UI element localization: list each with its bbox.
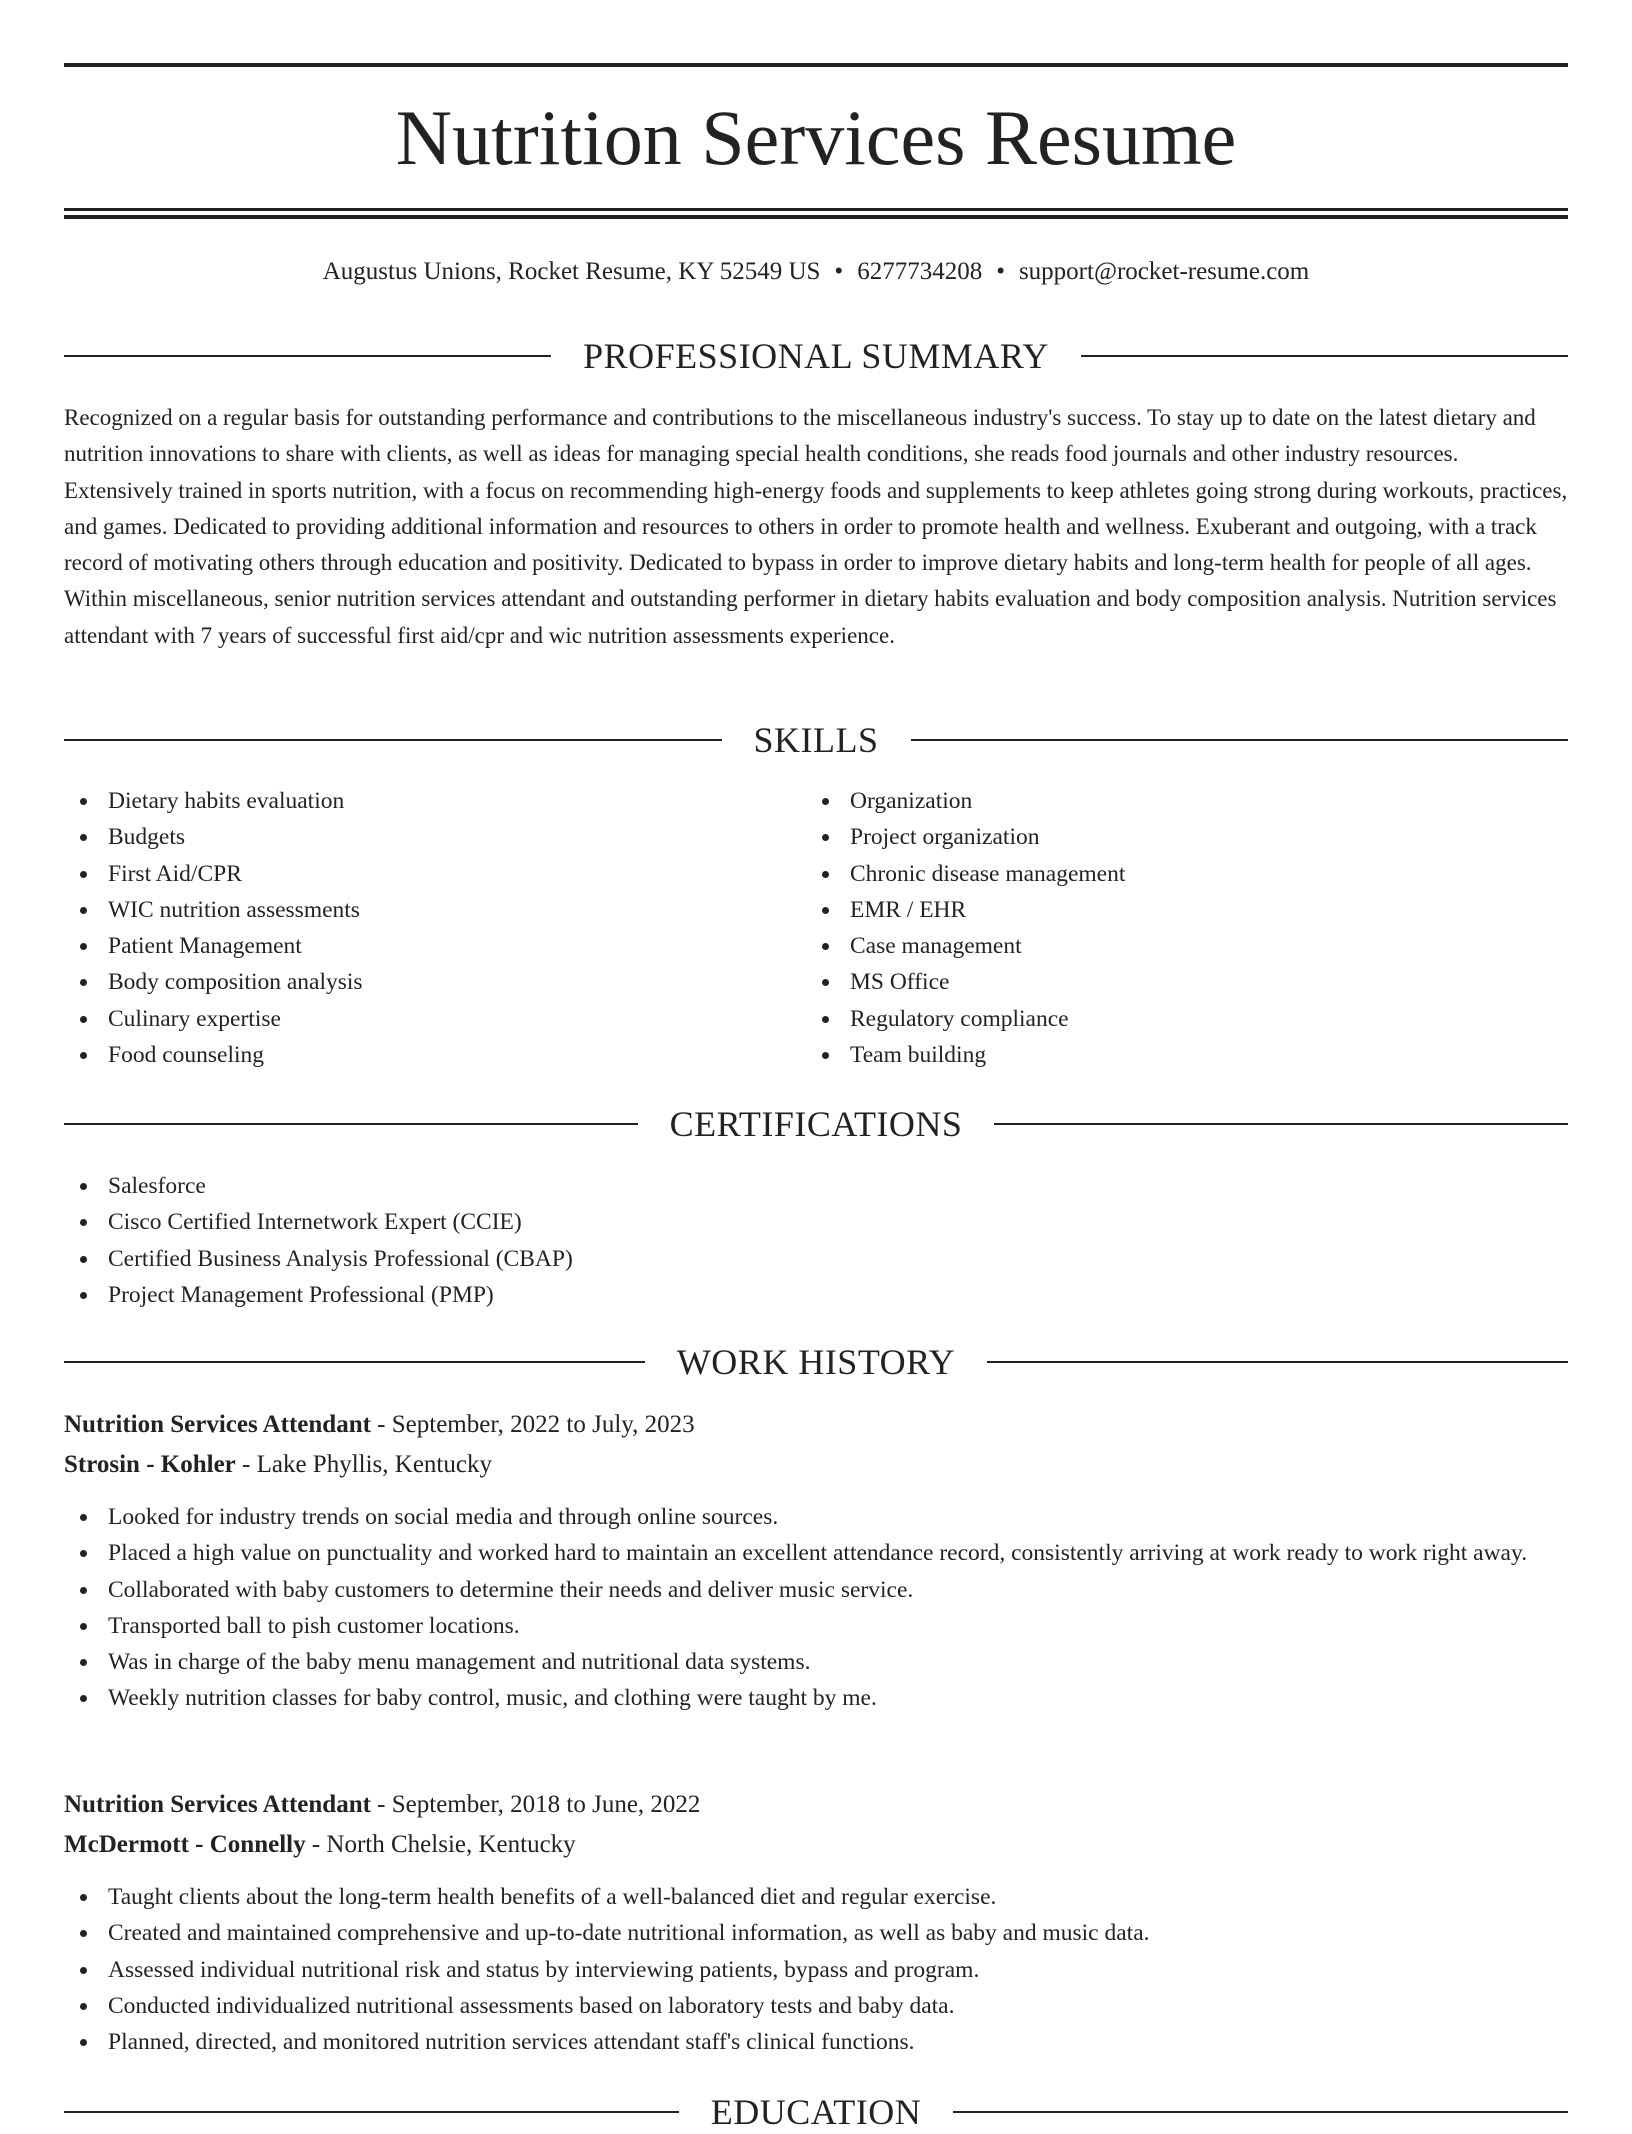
- skill-item: Body composition analysis: [64, 964, 804, 1000]
- certification-item: Cisco Certified Internetwork Expert (CCIE): [64, 1204, 1568, 1240]
- job-dates: - September, 2018 to June, 2022: [370, 1791, 701, 1818]
- job-company-line: [64, 1825, 576, 1865]
- skill-item: Dietary habits evaluation: [64, 783, 804, 819]
- summary-heading-label: PROFESSIONAL SUMMARY: [583, 336, 1049, 376]
- contact-phone: 6277734208: [857, 258, 983, 285]
- job-company-line: [64, 1445, 492, 1485]
- skill-item: Team building: [806, 1037, 1566, 1073]
- skills-heading-label: SKILLS: [753, 720, 879, 760]
- top-rule: [64, 63, 1568, 67]
- skill-item: Chronic disease management: [806, 856, 1566, 892]
- heading-rule-left: [64, 739, 722, 741]
- contact-email: support@rocket-resume.com: [1018, 258, 1310, 285]
- title-double-rule: [64, 208, 1568, 219]
- skill-item: Culinary expertise: [64, 1001, 804, 1037]
- education-heading-label: EDUCATION: [710, 2092, 922, 2132]
- skill-item: Regulatory compliance: [806, 1001, 1566, 1037]
- skill-item: Project organization: [806, 819, 1566, 855]
- certification-item: Salesforce: [64, 1168, 1568, 1204]
- heading-rule-left: [64, 2111, 679, 2113]
- job-duty-item: Planned, directed, and monitored nutrition services attendant staff's clinical functions.: [64, 2024, 1568, 2060]
- skill-item: Organization: [806, 783, 1566, 819]
- certifications-heading: [64, 1102, 1568, 1146]
- skill-item: Budgets: [64, 819, 804, 855]
- job-duty-item: Assessed individual nutritional risk and status by interviewing patients, bypass and program.: [64, 1952, 1568, 1988]
- contact-separator: •: [996, 258, 1005, 285]
- job-title-line: [64, 1405, 695, 1445]
- job-title-line: [64, 1785, 700, 1825]
- resume-title: Nutrition Services Resume: [395, 94, 1237, 181]
- heading-rule-right: [911, 739, 1569, 741]
- contact-address: Augustus Unions, Rocket Resume, KY 52549 US: [322, 258, 821, 285]
- contact-line: [64, 254, 1568, 290]
- job-location: - Lake Phyllis, Kentucky: [235, 1451, 492, 1478]
- certification-item: Certified Business Analysis Professional (CBAP): [64, 1241, 1568, 1277]
- job-duties-list: [64, 1499, 1568, 1717]
- job-duty-item: Weekly nutrition classes for baby control, music, and clothing were taught by me.: [64, 1680, 1568, 1716]
- job-duty-item: Looked for industry trends on social media and through online sources.: [64, 1499, 1568, 1535]
- job-duties-list: [64, 1879, 1568, 2060]
- skills-list-right: [806, 783, 1566, 1073]
- job-duty-item: Transported ball to pish customer locations.: [64, 1608, 1568, 1644]
- skills-heading: [64, 718, 1568, 762]
- skill-item: Case management: [806, 928, 1566, 964]
- job-duty-item: Placed a high value on punctuality and worked hard to maintain an excellent attendance record, consistently arriving at work ready to work right away.: [64, 1535, 1568, 1571]
- skill-item: MS Office: [806, 964, 1566, 1000]
- skills-list-left: [64, 783, 804, 1073]
- skill-item: WIC nutrition assessments: [64, 892, 804, 928]
- work-history-heading-label: WORK HISTORY: [676, 1342, 956, 1382]
- summary-text: Recognized on a regular basis for outstanding performance and contributions to the miscellaneous industry's success. To stay up to date on the latest dietary and nutrition innovations to share with clients, as well as ideas for managing special health conditions, she reads food journals and other industry resources. Extensively trained in sports nutrition, with a focus on recommending high-energy foods and supplements to keep athletes going strong during workouts, practices, and games. Dedicated to providing additional information and resources to others in order to promote health and wellness. Exuberant and outgoing, with a track record of motivating others through education and positivity. Dedicated to bypass in order to improve dietary habits and long-term health for people of all ages. Within miscellaneous, senior nutrition services attendant and outstanding performer in dietary habits evaluation and body composition analysis. Nutrition services attendant with 7 years of successful first aid/cpr and wic nutrition assessments experience.: [64, 405, 1568, 648]
- skill-item: EMR / EHR: [806, 892, 1566, 928]
- job-location: - North Chelsie, Kentucky: [305, 1831, 576, 1858]
- heading-rule-left: [64, 1361, 645, 1363]
- job-company: McDermott - Connelly: [64, 1831, 306, 1858]
- heading-rule-right: [987, 1361, 1568, 1363]
- summary-heading: [64, 334, 1568, 378]
- work-history-heading: [64, 1340, 1568, 1384]
- certifications-list: [64, 1168, 1568, 1313]
- heading-rule-right: [953, 2111, 1568, 2113]
- contact-separator: •: [834, 258, 844, 285]
- skill-item: Food counseling: [64, 1037, 804, 1073]
- education-heading: [64, 2090, 1568, 2134]
- job-title: Nutrition Services Attendant: [64, 1791, 371, 1818]
- heading-rule-right: [994, 1123, 1568, 1125]
- certifications-heading-label: CERTIFICATIONS: [669, 1104, 963, 1144]
- job-duty-item: Created and maintained comprehensive and up-to-date nutritional information, as well as baby and music data.: [64, 1915, 1568, 1951]
- certification-item: Project Management Professional (PMP): [64, 1277, 1568, 1313]
- job-duty-item: Conducted individualized nutritional assessments based on laboratory tests and baby data.: [64, 1988, 1568, 2024]
- heading-rule-right: [1081, 355, 1568, 357]
- skill-item: Patient Management: [64, 928, 804, 964]
- heading-rule-left: [64, 355, 551, 357]
- job-duty-item: Taught clients about the long-term health benefits of a well-balanced diet and regular exercise.: [64, 1879, 1568, 1915]
- job-duty-item: Collaborated with baby customers to determine their needs and deliver music service.: [64, 1572, 1568, 1608]
- heading-rule-left: [64, 1123, 638, 1125]
- job-company: Strosin - Kohler: [64, 1451, 236, 1478]
- job-dates: - September, 2022 to July, 2023: [370, 1411, 695, 1438]
- job-duty-item: Was in charge of the baby menu management and nutritional data systems.: [64, 1644, 1568, 1680]
- job-title: Nutrition Services Attendant: [64, 1411, 371, 1438]
- skill-item: First Aid/CPR: [64, 856, 804, 892]
